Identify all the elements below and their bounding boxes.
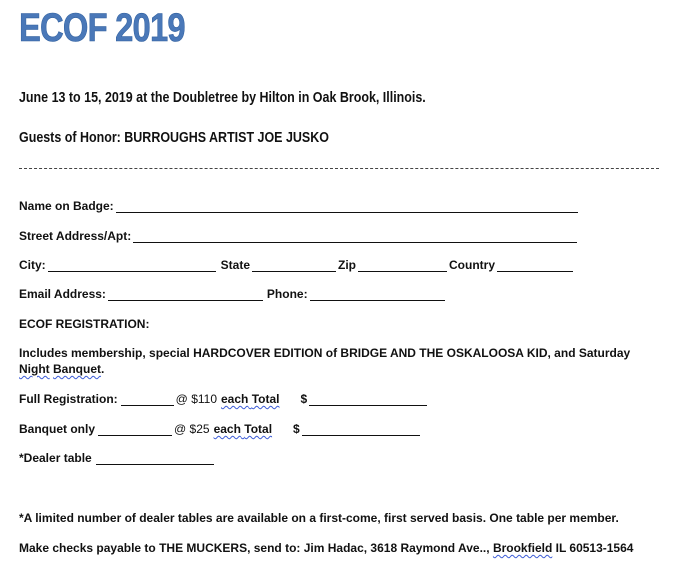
- dealer-row: [19, 451, 216, 465]
- page-title: ECOF 2019: [19, 6, 185, 50]
- dealer-label: *Dealer table: [19, 451, 92, 465]
- dollar-sign: $: [293, 422, 300, 436]
- includes-line-2: [19, 361, 659, 377]
- banquet-label: Banquet only: [19, 422, 96, 436]
- city-row: [19, 258, 575, 272]
- dollar-sign: $: [300, 392, 308, 406]
- banquet-row: [19, 422, 422, 436]
- guests-of-honor-line: Guests of Honor: BURROUGHS ARTIST JOE JUSKO: [19, 130, 329, 146]
- includes-line-1: Includes membership, special HARDCOVER EDITION of BRIDGE AND THE OSKALOOSA KID, and Saturday: [19, 346, 631, 360]
- total-word: Total: [244, 422, 273, 436]
- street-row: [19, 229, 579, 243]
- country-field[interactable]: [497, 259, 573, 272]
- event-dates-line: June 13 to 15, 2019 at the Doubletree by Hilton in Oak Brook, Illinois.: [19, 90, 426, 106]
- email-row: [19, 287, 447, 301]
- dashed-divider: [19, 168, 659, 169]
- zip-label: Zip: [338, 258, 357, 272]
- name-label: Name on Badge:: [19, 199, 114, 213]
- full-registration-qty-field[interactable]: [121, 393, 174, 406]
- street-field[interactable]: [133, 230, 577, 243]
- full-registration-row: [19, 392, 429, 406]
- dealer-note: *A limited number of dealer tables are available on a first-come, first served basis. One table per member.: [19, 511, 619, 525]
- name-field[interactable]: [116, 200, 578, 213]
- registration-heading: ECOF REGISTRATION:: [19, 317, 150, 331]
- includes-paragraph: [19, 345, 659, 377]
- city-label: City:: [19, 258, 46, 272]
- street-label: Street Address/Apt:: [19, 229, 132, 243]
- night-word: Night: [19, 362, 50, 376]
- zip-field[interactable]: [358, 259, 447, 272]
- email-field[interactable]: [108, 288, 263, 301]
- each-word: each: [221, 392, 249, 406]
- checks-line: [19, 541, 633, 555]
- each-word: each: [213, 422, 241, 436]
- dealer-field[interactable]: [96, 452, 214, 465]
- name-row: [19, 199, 580, 213]
- banquet-price: @ $25: [174, 422, 210, 436]
- city-brookfield: Brookfield: [492, 541, 553, 555]
- each-total-banquet: [214, 422, 272, 436]
- full-registration-total-field[interactable]: [309, 393, 427, 406]
- full-price: @ $110: [175, 392, 217, 406]
- phone-field[interactable]: [310, 288, 445, 301]
- total-word: Total: [251, 392, 280, 406]
- phone-label: Phone:: [266, 287, 308, 301]
- checks-text: Make checks payable to THE MUCKERS, send to: Jim Hadac, 3618 Raymond Ave..,: [19, 541, 493, 555]
- banquet-word: Banquet: [53, 362, 101, 376]
- banquet-qty-field[interactable]: [98, 423, 172, 436]
- state-label: State: [220, 258, 251, 272]
- banquet-total-field[interactable]: [302, 423, 420, 436]
- city-field[interactable]: [48, 259, 216, 272]
- country-label: Country: [449, 258, 496, 272]
- checks-zip: IL 60513-1564: [552, 541, 634, 555]
- email-label: Email Address:: [19, 287, 106, 301]
- period: .: [101, 362, 105, 376]
- each-total-full: [221, 392, 279, 406]
- full-registration-label: Full Registration:: [19, 392, 118, 406]
- state-field[interactable]: [252, 259, 336, 272]
